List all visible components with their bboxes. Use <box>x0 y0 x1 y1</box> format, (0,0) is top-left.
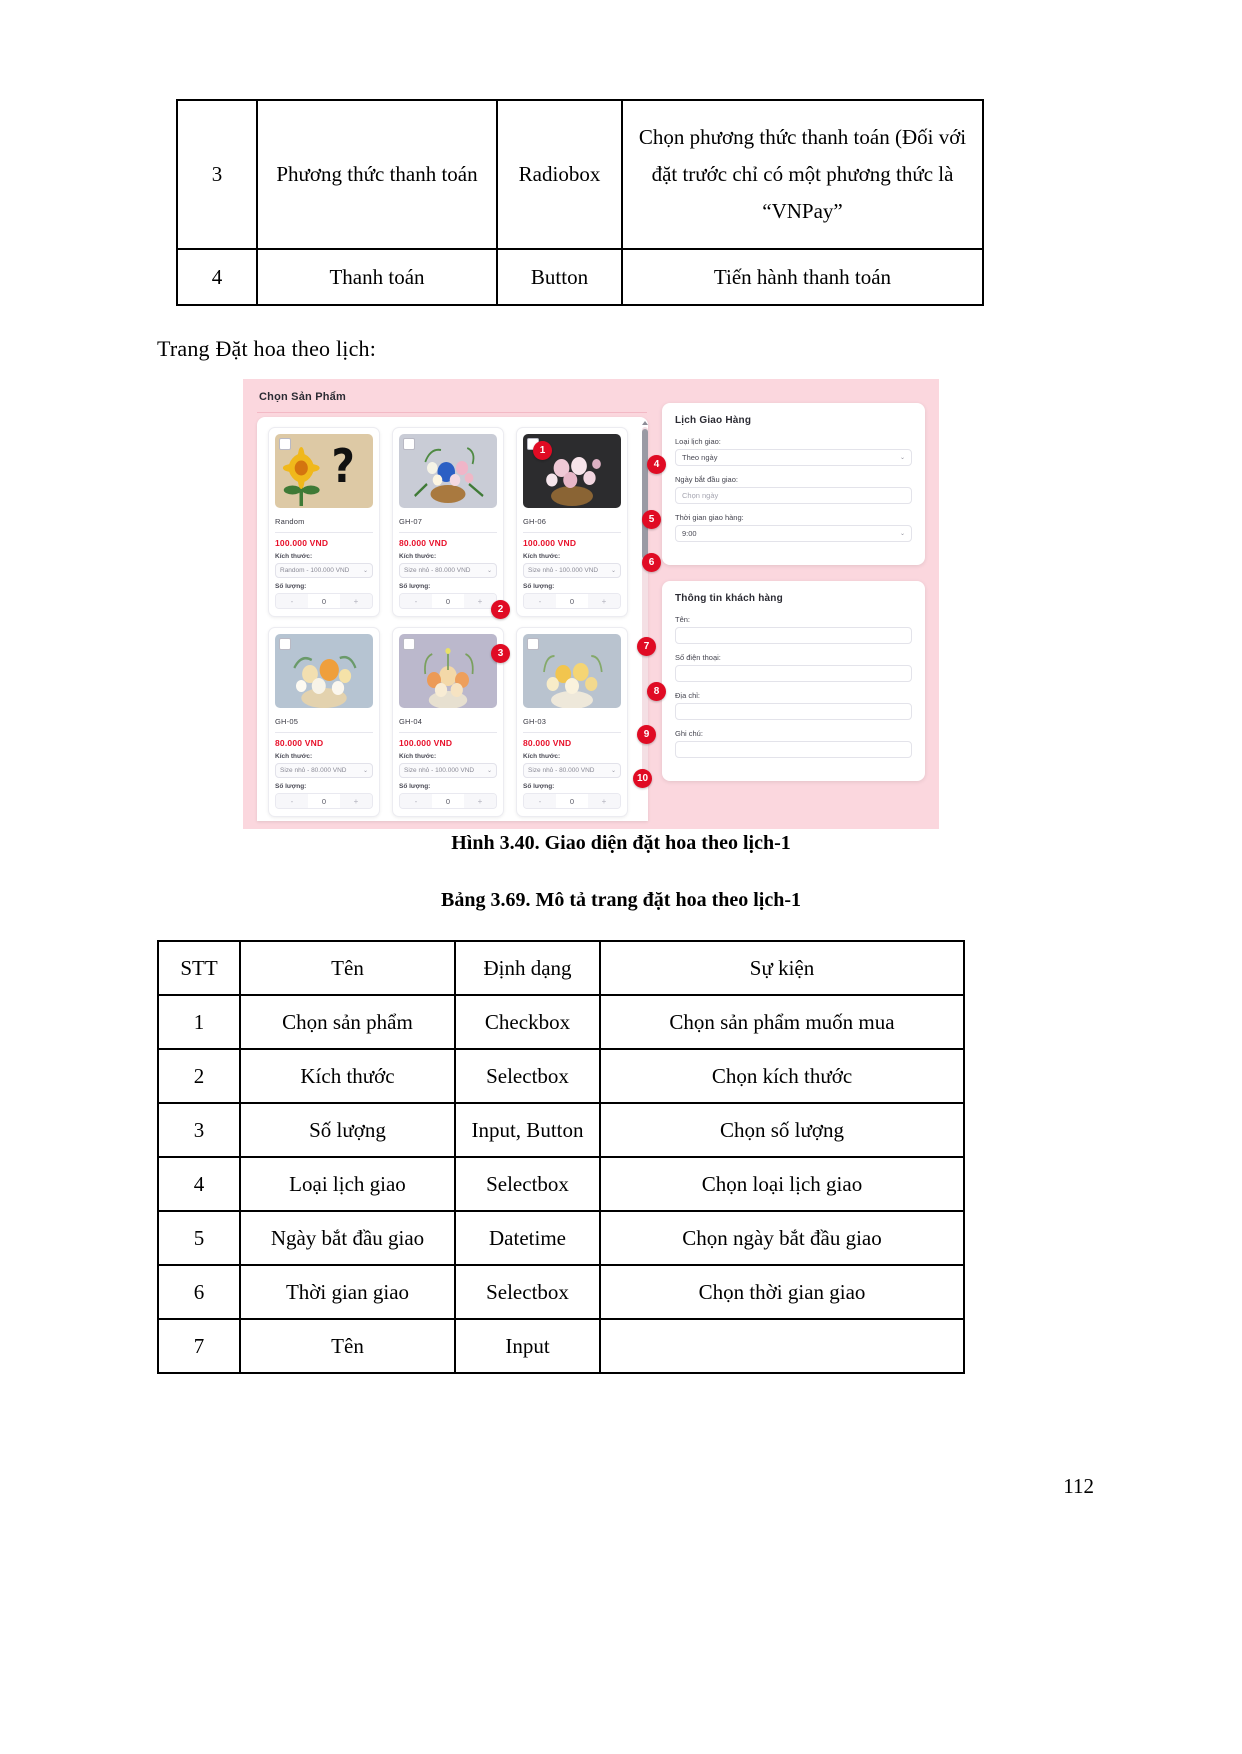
figure-caption: Hình 3.40. Giao diện đặt hoa theo lịch-1 <box>451 832 791 854</box>
size-select-value: Size nhỏ - 80.000 VND <box>280 767 347 774</box>
cell-event: Chọn ngày bắt đầu giao <box>600 1211 964 1265</box>
product-thumbnail <box>399 634 497 708</box>
decrement-button[interactable]: - <box>276 794 308 808</box>
size-select-value: Size nhỏ - 80.000 VND <box>528 767 595 774</box>
product-price: 80.000 VND <box>399 538 448 548</box>
quantity-stepper[interactable] <box>399 593 497 609</box>
customer-note-label: Ghi chú: <box>675 729 703 738</box>
cell-name: Ngày bắt đầu giao <box>240 1211 455 1265</box>
decrement-button[interactable]: - <box>400 594 432 608</box>
cell-name: Chọn sản phẩm <box>240 995 455 1049</box>
quantity-label: Số lượng: <box>523 583 555 590</box>
callout-marker-10: 10 <box>633 769 652 788</box>
cell-stt: 4 <box>158 1157 240 1211</box>
chevron-down-icon: ⌄ <box>899 531 905 537</box>
cell-event: Tiến hành thanh toán <box>622 249 983 305</box>
cell-format: Button <box>497 249 622 305</box>
size-select-value: Size nhỏ - 100.000 VND <box>528 567 599 574</box>
cell-stt: 1 <box>158 995 240 1049</box>
customer-phone-label: Số điện thoại: <box>675 653 721 662</box>
increment-button[interactable]: + <box>588 794 620 808</box>
cell-event: Chọn sản phẩm muốn mua <box>600 995 964 1049</box>
payment-description-table <box>176 99 984 306</box>
size-label: Kích thước: <box>399 553 437 560</box>
divider <box>399 532 497 533</box>
cell-format: Input <box>455 1319 600 1373</box>
size-label: Kích thước: <box>275 553 313 560</box>
size-select[interactable] <box>275 763 373 778</box>
callout-marker-6: 6 <box>642 553 661 572</box>
chevron-down-icon: ⌄ <box>486 568 492 574</box>
cell-event: Chọn số lượng <box>600 1103 964 1157</box>
chevron-down-icon: ⌄ <box>362 768 368 774</box>
start-date-input[interactable] <box>675 487 912 504</box>
size-select[interactable] <box>275 563 373 578</box>
body-paragraph: Trang Đặt hoa theo lịch: <box>157 336 377 361</box>
quantity-value[interactable]: 0 <box>445 796 451 806</box>
page-number: 112 <box>1063 1474 1094 1498</box>
product-card[interactable] <box>516 427 628 617</box>
product-name: GH-03 <box>523 717 547 726</box>
table-row <box>158 1211 964 1265</box>
size-select-value: Size nhỏ - 100.000 VND <box>404 767 475 774</box>
cell-stt: 3 <box>158 1103 240 1157</box>
chevron-down-icon: ⌄ <box>610 568 616 574</box>
cell-format: Selectbox <box>455 1265 600 1319</box>
decrement-button[interactable]: - <box>400 794 432 808</box>
quantity-label: Số lượng: <box>399 583 431 590</box>
cell-name: Loại lịch giao <box>240 1157 455 1211</box>
cell-format: Radiobox <box>497 100 622 249</box>
product-thumbnail <box>275 634 373 708</box>
size-select[interactable] <box>399 563 497 578</box>
callout-marker-7: 7 <box>637 637 656 656</box>
increment-button[interactable]: + <box>464 594 496 608</box>
product-checkbox[interactable] <box>403 638 415 650</box>
svg-text:?: ? <box>331 440 355 494</box>
quantity-value[interactable]: 0 <box>321 596 327 606</box>
section-title: Chọn Sản Phẩm <box>259 391 346 403</box>
table-caption: Bảng 3.69. Mô tả trang đặt hoa theo lịch-1 <box>441 889 801 911</box>
scroll-up-arrow-icon[interactable] <box>642 421 648 425</box>
cell-format: Input, Button <box>455 1103 600 1157</box>
header-stt: STT <box>158 941 240 995</box>
quantity-stepper[interactable] <box>275 793 373 809</box>
table-row <box>158 1157 964 1211</box>
product-card[interactable] <box>392 627 504 817</box>
decrement-button[interactable]: - <box>524 794 556 808</box>
schedule-type-select[interactable] <box>675 449 912 466</box>
panel-title: Lịch Giao Hàng <box>675 415 752 426</box>
table-row <box>177 249 983 305</box>
decrement-button[interactable]: - <box>276 594 308 608</box>
cell-event: Chọn loại lịch giao <box>600 1157 964 1211</box>
schedule-type-label: Loại lịch giao: <box>675 437 721 446</box>
cell-stt: 6 <box>158 1265 240 1319</box>
divider <box>399 732 497 733</box>
figure-screenshot <box>243 379 939 829</box>
start-date-label: Ngày bắt đầu giao: <box>675 475 738 484</box>
product-name: GH-07 <box>399 517 423 526</box>
product-name: Random <box>275 517 305 526</box>
table-row <box>158 995 964 1049</box>
quantity-label: Số lượng: <box>275 583 307 590</box>
product-card[interactable] <box>392 427 504 617</box>
divider <box>257 412 647 413</box>
customer-info-panel <box>662 581 925 781</box>
size-label: Kích thước: <box>523 753 561 760</box>
quantity-value[interactable]: 0 <box>445 596 451 606</box>
callout-marker-4: 4 <box>647 455 666 474</box>
cell-stt: 4 <box>177 249 257 305</box>
size-select-value: Size nhỏ - 80.000 VND <box>404 567 471 574</box>
schedule-type-value: Theo ngày <box>682 453 718 462</box>
table-header-row <box>158 941 964 995</box>
customer-name-input[interactable] <box>675 627 912 644</box>
quantity-value[interactable]: 0 <box>321 796 327 806</box>
product-list-panel <box>257 417 648 821</box>
quantity-stepper[interactable] <box>275 593 373 609</box>
cell-event: Chọn kích thước <box>600 1049 964 1103</box>
cell-stt: 7 <box>158 1319 240 1373</box>
header-format: Định dạng <box>455 941 600 995</box>
cell-format: Selectbox <box>455 1157 600 1211</box>
product-name: GH-04 <box>399 717 423 726</box>
table-row <box>158 1265 964 1319</box>
cell-name: Số lượng <box>240 1103 455 1157</box>
customer-phone-input[interactable] <box>675 665 912 682</box>
callout-marker-1: 1 <box>533 441 552 460</box>
cell-stt: 2 <box>158 1049 240 1103</box>
cell-format: Datetime <box>455 1211 600 1265</box>
size-select[interactable] <box>399 763 497 778</box>
increment-button[interactable]: + <box>340 794 372 808</box>
product-name: GH-05 <box>275 717 299 726</box>
cell-stt: 5 <box>158 1211 240 1265</box>
customer-address-label: Địa chỉ: <box>675 691 701 700</box>
delivery-time-label: Thời gian giao hàng: <box>675 513 744 522</box>
product-card[interactable] <box>268 627 380 817</box>
size-label: Kích thước: <box>275 753 313 760</box>
size-select-value: Random - 100.000 VND <box>280 567 350 574</box>
quantity-stepper[interactable] <box>523 593 621 609</box>
cell-name: Thanh toán <box>257 249 497 305</box>
product-price: 100.000 VND <box>275 538 329 548</box>
quantity-stepper[interactable] <box>399 793 497 809</box>
product-card[interactable] <box>268 427 380 617</box>
table-row <box>158 1319 964 1373</box>
quantity-value[interactable]: 0 <box>569 796 575 806</box>
chevron-down-icon: ⌄ <box>899 455 905 461</box>
customer-note-input[interactable] <box>675 741 912 758</box>
size-label: Kích thước: <box>399 753 437 760</box>
quantity-label: Số lượng: <box>399 783 431 790</box>
divider <box>523 532 621 533</box>
product-price: 100.000 VND <box>523 538 577 548</box>
header-name: Tên <box>240 941 455 995</box>
product-price: 80.000 VND <box>523 738 572 748</box>
customer-name-label: Tên: <box>675 615 691 624</box>
cell-event <box>600 1319 964 1373</box>
table-row <box>158 1049 964 1103</box>
cell-event: Chọn phương thức thanh toán (Đối với đặt trước chỉ có một phương thức là “VNPay” <box>622 100 983 249</box>
cell-format: Checkbox <box>455 995 600 1049</box>
panel-title: Thông tin khách hàng <box>675 593 783 604</box>
product-checkbox[interactable] <box>279 438 291 450</box>
product-checkbox[interactable] <box>279 638 291 650</box>
divider <box>523 732 621 733</box>
quantity-value[interactable]: 0 <box>569 596 575 606</box>
cell-format: Selectbox <box>455 1049 600 1103</box>
cell-name: Phương thức thanh toán <box>257 100 497 249</box>
right-column <box>662 403 925 781</box>
product-price: 100.000 VND <box>399 738 453 748</box>
callout-marker-5: 5 <box>642 510 661 529</box>
callout-marker-2: 2 <box>491 600 510 619</box>
product-thumbnail <box>275 434 373 508</box>
increment-button[interactable]: + <box>340 594 372 608</box>
callout-marker-8: 8 <box>647 682 666 701</box>
delivery-schedule-panel <box>662 403 925 565</box>
cell-name: Tên <box>240 1319 455 1373</box>
size-label: Kích thước: <box>523 553 561 560</box>
callout-marker-9: 9 <box>637 725 656 744</box>
header-event: Sự kiện <box>600 941 964 995</box>
quantity-label: Số lượng: <box>275 783 307 790</box>
delivery-time-select[interactable] <box>675 525 912 542</box>
cell-stt: 3 <box>177 100 257 249</box>
product-card[interactable] <box>516 627 628 817</box>
table-row <box>177 100 983 249</box>
divider <box>275 532 373 533</box>
increment-button[interactable]: + <box>588 594 620 608</box>
product-checkbox[interactable] <box>403 438 415 450</box>
product-grid <box>268 427 628 817</box>
increment-button[interactable]: + <box>464 794 496 808</box>
quantity-label: Số lượng: <box>523 783 555 790</box>
start-date-placeholder: Chọn ngày <box>682 491 719 500</box>
chevron-down-icon: ⌄ <box>610 768 616 774</box>
customer-address-input[interactable] <box>675 703 912 720</box>
product-thumbnail <box>523 634 621 708</box>
callout-marker-3: 3 <box>491 644 510 663</box>
product-price: 80.000 VND <box>275 738 324 748</box>
size-select[interactable] <box>523 563 621 578</box>
quantity-stepper[interactable] <box>523 793 621 809</box>
product-thumbnail <box>399 434 497 508</box>
scrollbar-thumb[interactable] <box>642 429 648 559</box>
product-checkbox[interactable] <box>527 638 539 650</box>
cell-name: Kích thước <box>240 1049 455 1103</box>
chevron-down-icon: ⌄ <box>362 568 368 574</box>
delivery-time-value: 9:00 <box>682 529 697 538</box>
divider <box>275 732 373 733</box>
decrement-button[interactable]: - <box>524 594 556 608</box>
chevron-down-icon: ⌄ <box>486 768 492 774</box>
size-select[interactable] <box>523 763 621 778</box>
product-name: GH-06 <box>523 517 547 526</box>
schedule-description-table <box>157 940 965 1374</box>
cell-name: Thời gian giao <box>240 1265 455 1319</box>
table-row <box>158 1103 964 1157</box>
cell-event: Chọn thời gian giao <box>600 1265 964 1319</box>
